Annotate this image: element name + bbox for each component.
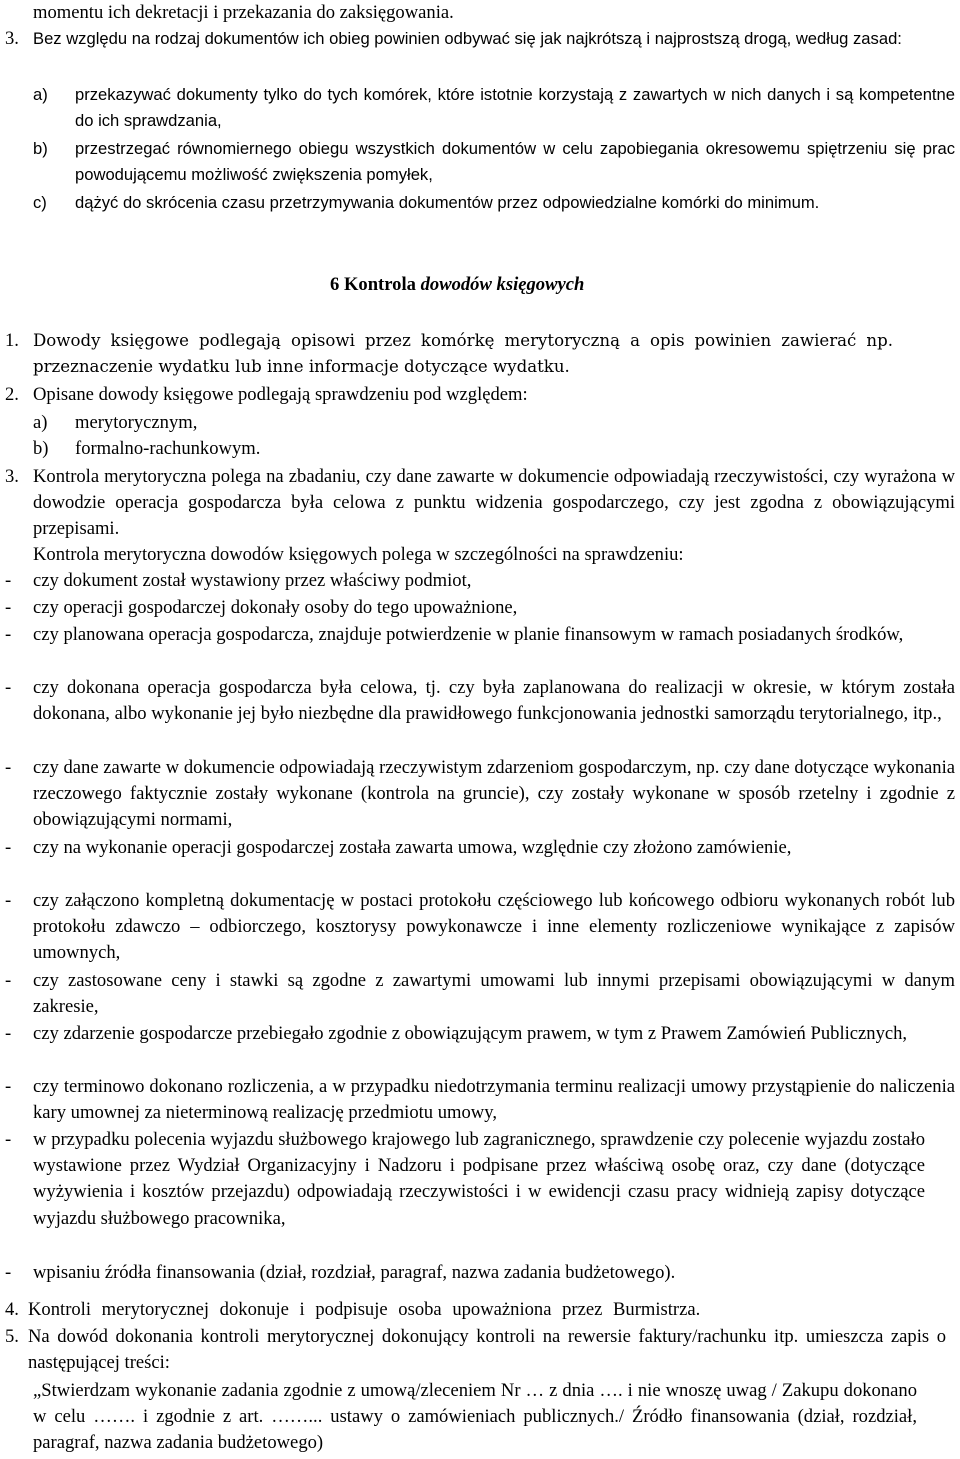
subitem-text: merytorycznym, xyxy=(75,412,198,433)
dash-bullet: - xyxy=(5,624,12,645)
item-text: Opisane dowody księgowe podlegają sprawdzeniu pod względem: xyxy=(33,384,528,405)
list-item-text: czy zastosowane ceny i stawki są zgodne z zawartymi umowami lub innymi przepisami obowiązującymi w danym zakresie, xyxy=(33,970,955,1018)
list-item xyxy=(0,675,960,755)
list-item-text: w przypadku polecenia wyjazdu służbowego krajowego lub zagranicznego, sprawdzenie czy polecenie wyjazdu zostało wystawione przez Wydział Organizacyjny i Nadzoru i podpisane przez właściwą osobę oraz, czy dane (dotyczące wyżywienia i kosztów przejazdu) odpowiadają rzeczywistości i w ewidencji czasu pracy widnieją zapisy dotyczące wyjazdu służbowego pracownika, xyxy=(33,1129,925,1229)
section-title-italic: dowodów księgowych xyxy=(420,274,585,295)
item-text: Kontroli merytorycznej dokonuje i podpisuje osoba upoważniona przez Burmistrza. xyxy=(28,1299,701,1320)
list-item xyxy=(0,1021,960,1074)
item-number: 4. xyxy=(5,1299,19,1320)
list-item-text: czy zdarzenie gospodarcze przebiegało zgodnie z obowiązującym prawem, w tym z Prawem Zamówień Publicznych, xyxy=(33,1023,908,1044)
list-item xyxy=(0,1127,960,1260)
subitem-label: a) xyxy=(33,85,48,104)
list-item xyxy=(0,1260,960,1287)
list-item xyxy=(0,835,960,888)
continuation-line: momentu ich dekretacji i przekazania do zaksięgowania. xyxy=(33,2,454,23)
item-number: 1. xyxy=(5,330,19,351)
dash-bullet: - xyxy=(5,970,12,991)
item-text: Dowody księgowe podlegają opisowi przez komórkę merytoryczną a opis powinien zawierać np. przeznaczenie wydatku lub inne informacje dotyczące wydatku. xyxy=(33,331,893,377)
subitem-text: formalno-rachunkowym. xyxy=(75,438,261,459)
list-item-text: czy dane zawarte w dokumencie odpowiadają rzeczywistym zdarzeniom gospodarczym, np. czy dane dotyczące wykonania rzeczowego faktycznie zostały wykonane (kontrola na gruncie), czy zostały wykonane w sposób rzetelny i zgodnie z obowiązującymi normami, xyxy=(33,757,955,831)
dash-bullet: - xyxy=(5,890,12,911)
dash-bullet: - xyxy=(5,570,12,591)
list-item-text: czy dokonana operacja gospodarcza była celowa, tj. czy była zaplanowana do realizacji w okresie, w którym została dokonana, albo wykonanie jej było niezbędne dla prawidłowego funkcjonowania jednostki samorządu terytorialnego, itp., xyxy=(33,677,955,725)
section-title-plain: Kontrola xyxy=(343,274,416,295)
dash-bullet: - xyxy=(5,1023,12,1044)
dash-bullet: - xyxy=(5,1129,12,1150)
item-text: Bez względu na rodzaj dokumentów ich obieg powinien odbywać się jak najkrótszą i najprostszą drogą, według zasad: xyxy=(33,29,902,48)
item-number: 3. xyxy=(5,28,19,49)
list-item-text: czy operacji gospodarczej dokonały osoby do tego upoważnione, xyxy=(33,597,518,618)
dash-bullet: - xyxy=(5,837,12,858)
dash-bullet: - xyxy=(5,1076,12,1097)
list-item xyxy=(0,595,960,622)
list-item-text: czy dokument został wystawiony przez właściwy podmiot, xyxy=(33,570,472,591)
section-heading xyxy=(330,272,584,298)
section-number: 6 xyxy=(330,274,340,295)
subitem-text: przekazywać dokumenty tylko do tych komórek, które istotnie korzystają z zawartych w nich danych i są kompetentne do ich sprawdzania, xyxy=(75,85,955,131)
item-text: Na dowód dokonania kontroli merytorycznej dokonujący kontroli na rewersie faktury/rachunku itp. umieszcza zapis o następującej treści: xyxy=(28,1326,946,1374)
dash-bullet: - xyxy=(5,597,12,618)
list-item xyxy=(0,888,960,968)
list-item-text: czy terminowo dokonano rozliczenia, a w przypadku niedotrzymania terminu realizacji umowy przystąpienie do naliczenia kary umownej za nieterminową realizację przedmiotu umowy, xyxy=(33,1076,955,1124)
item-number: 5. xyxy=(5,1326,19,1347)
list-item-text: wpisaniu źródła finansowania (dział, rozdział, paragraf, nazwa zadania budżetowego). xyxy=(33,1262,676,1283)
item-number: 3. xyxy=(5,466,19,487)
list-item xyxy=(0,1074,960,1127)
list-item xyxy=(0,622,960,675)
subitem-text: dążyć do skrócenia czasu przetrzymywania dokumentów przez odpowiedzialne komórki do minimum. xyxy=(75,193,820,212)
subitem-label: a) xyxy=(33,412,48,433)
item-intro: Kontrola merytoryczna dowodów księgowych polega w szczególności na sprawdzeniu: xyxy=(33,544,684,565)
list-item-text: czy załączono kompletną dokumentację w postaci protokołu częściowego lub końcowego odbioru wykonanych robót lub protokołu zdawczo – odbiorczego, kosztorysy powykonawcze i inne elementy rozliczeniowe wynikające z zapisów umownych, xyxy=(33,890,955,964)
subitem-text: przestrzegać równomiernego obiegu wszystkich dokumentów w celu zapobiegania okresowemu spiętrzeniu się prac powodującemu możliwość zwiększenia pomyłek, xyxy=(75,139,955,185)
dash-bullet: - xyxy=(5,757,12,778)
dash-bullet: - xyxy=(5,1262,12,1283)
check-list xyxy=(0,568,960,1287)
subitem-label: b) xyxy=(33,438,49,459)
list-item xyxy=(0,968,960,1021)
list-item-text: czy planowana operacja gospodarcza, znajduje potwierdzenie w planie finansowym w ramach posiadanych środków, xyxy=(33,624,904,645)
subitem-label: c) xyxy=(33,193,47,212)
list-item xyxy=(0,568,960,595)
subitem-label: b) xyxy=(33,139,48,158)
item-text: Kontrola merytoryczna polega na zbadaniu, czy dane zawarte w dokumencie odpowiadają rzeczywistości, czy wyrażona w dowodzie operacja gospodarcza była celowa z punktu widzenia gospodarczego, czy jest zgodna z obowiązującymi przepisami. xyxy=(33,466,955,540)
quote-text: „Stwierdzam wykonanie zadania zgodnie z umową/zleceniem Nr … z dnia …. i nie wnoszę uwag / Zakupu dokonano w celu ……. i zgodnie z art. ……... ustawy o zamówieniach publicznych./ Źródło finansowania (dział, rozdział, paragraf, nazwa zadania budżetowego) xyxy=(33,1380,917,1454)
list-item xyxy=(0,755,960,835)
list-item-text: czy na wykonanie operacji gospodarczej została zawarta umowa, względnie czy złożono zamówienie, xyxy=(33,837,792,858)
dash-bullet: - xyxy=(5,677,12,698)
item-number: 2. xyxy=(5,384,19,405)
